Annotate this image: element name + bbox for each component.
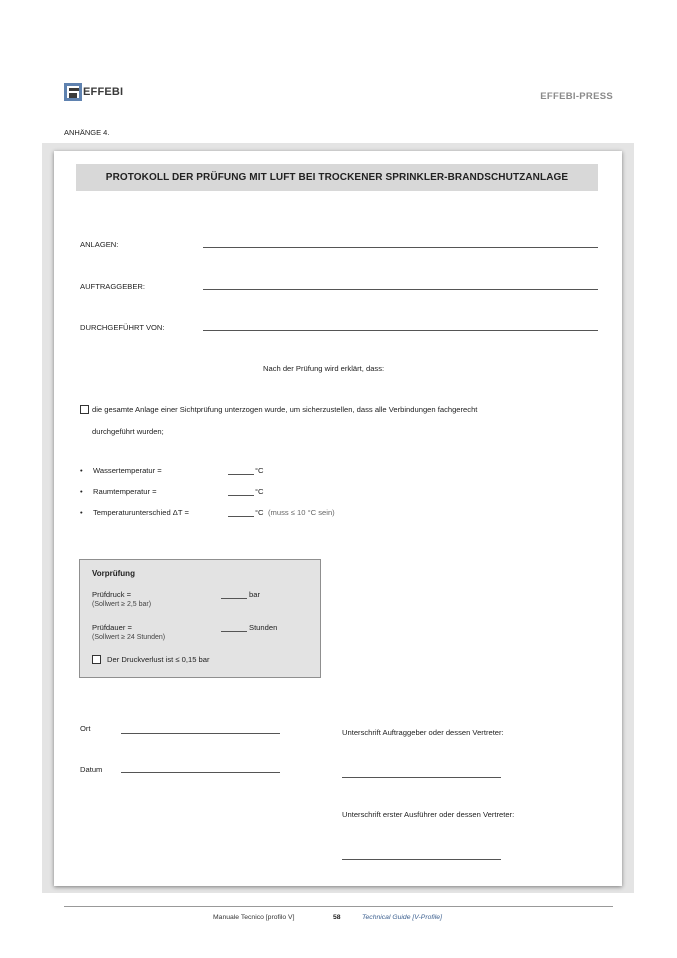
bullet-icon: •	[80, 466, 83, 475]
water-temp-field[interactable]	[228, 474, 254, 475]
declaration-text: Nach der Prüfung wird erklärt, dass:	[263, 364, 385, 373]
durchgefuehrt-label: DURCHGEFÜHRT VON:	[80, 323, 165, 332]
auftraggeber-label: AUFTRAGGEBER:	[80, 282, 145, 291]
room-temp-unit: °C	[255, 487, 264, 496]
temp-diff-field[interactable]	[228, 516, 254, 517]
test-duration-unit: Stunden	[249, 623, 278, 632]
water-temp-label: Wassertemperatur =	[93, 466, 162, 475]
durchgefuehrt-field[interactable]	[203, 330, 598, 331]
pressure-loss-checkbox[interactable]	[92, 655, 101, 664]
bullet-icon: •	[80, 508, 83, 517]
test-pressure-label: Prüfdruck =	[92, 590, 132, 599]
footer-divider	[64, 906, 613, 907]
logo-text: EFFEBI	[83, 86, 124, 98]
temp-diff-label: Temperaturunterschied ΔT =	[93, 508, 189, 517]
test-pressure-field[interactable]	[221, 598, 247, 599]
place-label: Ort	[80, 724, 91, 733]
page-number: 58	[333, 914, 341, 921]
effebi-logo	[64, 82, 126, 102]
anlagen-field[interactable]	[203, 247, 598, 248]
temp-diff-note: (muss ≤ 10 °C sein)	[268, 508, 335, 517]
test-pressure-unit: bar	[249, 590, 260, 599]
room-temp-label: Raumtemperatur =	[93, 487, 157, 496]
executor-signature-field[interactable]	[342, 859, 501, 860]
form-card	[54, 151, 622, 886]
anlagen-label: ANLAGEN:	[80, 240, 119, 249]
auftraggeber-field[interactable]	[203, 289, 598, 290]
pressure-loss-text: Der Druckverlust ist ≤ 0,15 bar	[107, 655, 210, 664]
footer-guide-title: Technical Guide [V-Profile]	[362, 914, 442, 921]
water-temp-unit: °C	[255, 466, 264, 475]
temp-diff-unit: °C	[255, 508, 264, 517]
visual-inspection-text-2: durchgeführt wurden;	[92, 427, 164, 436]
date-label: Datum	[80, 765, 103, 774]
section-label: ANHÄNGE 4.	[64, 128, 110, 137]
form-title: PROTOKOLL DER PRÜFUNG MIT LUFT BEI TROCKENER SPRINKLER-BRANDSCHUTZANLAGE	[105, 172, 569, 183]
test-duration-field[interactable]	[221, 631, 247, 632]
test-duration-label: Prüfdauer =	[92, 623, 132, 632]
visual-inspection-checkbox[interactable]	[80, 405, 89, 414]
bullet-icon: •	[80, 487, 83, 496]
visual-inspection-text-1: die gesamte Anlage einer Sichtprüfung unterzogen wurde, um sicherzustellen, dass alle Verbindungen fachgerecht	[92, 405, 478, 414]
form-title-bar	[76, 164, 598, 191]
client-signature-field[interactable]	[342, 777, 501, 778]
test-pressure-target: (Sollwert ≥ 2,5 bar)	[92, 601, 152, 608]
logo-mark-icon	[64, 83, 82, 101]
client-signature-label: Unterschrift Auftraggeber oder dessen Vertreter:	[342, 728, 504, 737]
place-field[interactable]	[121, 733, 280, 734]
executor-signature-label: Unterschrift erster Ausführer oder dessen Vertreter:	[342, 810, 515, 819]
room-temp-field[interactable]	[228, 495, 254, 496]
brand-name: EFFEBI-PRESS	[540, 91, 613, 102]
test-duration-target: (Sollwert ≥ 24 Stunden)	[92, 634, 166, 641]
footer-manual-title: Manuale Tecnico [profilo V]	[213, 914, 295, 921]
pretest-title: Vorprüfung	[92, 569, 135, 578]
date-field[interactable]	[121, 772, 280, 773]
